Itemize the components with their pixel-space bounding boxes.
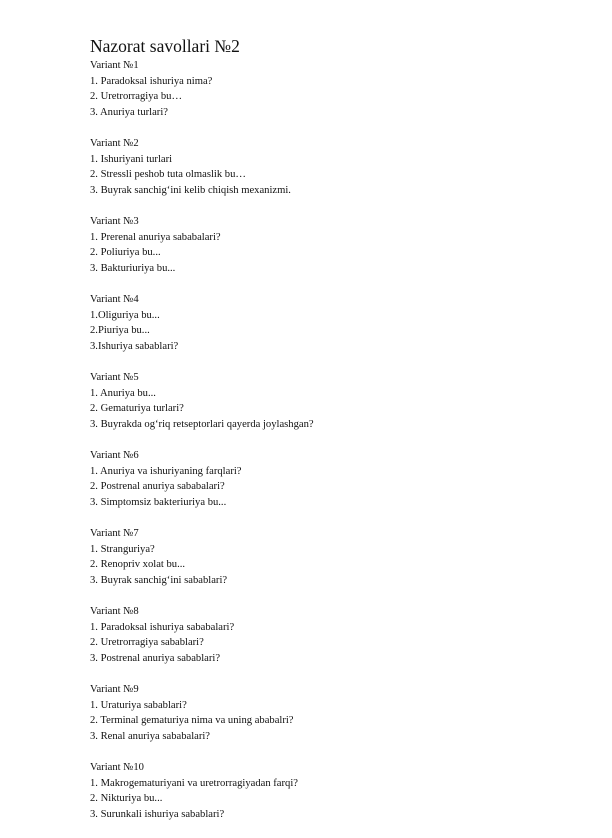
question-item: 3. Buyrakda og‘riq retseptorlari qayerda joylashgan? [90, 418, 314, 430]
question-item: 2. Uretrorragiya sabablari? [90, 637, 204, 648]
document-page [90, 35, 590, 838]
variant-title: Variant №1 [90, 60, 139, 71]
variant-block-10 [90, 760, 590, 822]
question-item: 1. Uraturiya sabablari? [90, 699, 187, 711]
question-item: 2. Nikturiya bu... [90, 793, 163, 804]
question-item: 3. Bakturiuriya bu... [90, 262, 176, 274]
variant-title: Variant №7 [90, 528, 139, 539]
question-item: 1. Paradoksal ishuriya sababalari? [90, 621, 235, 633]
variant-title: Variant №4 [90, 294, 139, 305]
document-title: Nazorat savollari №2 [90, 36, 240, 56]
variant-title: Variant №9 [90, 684, 139, 695]
variant-block-8 [90, 604, 590, 666]
variant-block-2 [90, 136, 590, 198]
question-item: 2. Gematuriya turlari? [90, 403, 184, 414]
variant-title: Variant №5 [90, 372, 139, 383]
variant-block-4 [90, 292, 590, 354]
question-item: 1. Ishuriyani turlari [90, 153, 173, 165]
question-item: 2. Postrenal anuriya sababalari? [90, 481, 225, 492]
variant-title: Variant №2 [90, 138, 139, 149]
question-item: 3. Simptomsiz bakteriuriya bu... [90, 496, 227, 508]
question-item: 3.Ishuriya sabablari? [90, 340, 179, 352]
question-item: 1. Prerenal anuriya sababalari? [90, 231, 221, 243]
question-item: 3. Buyrak sanchig‘ini kelib chiqish mexanizmi. [90, 184, 291, 196]
question-item: 3. Postrenal anuriya sabablari? [90, 652, 221, 664]
variant-block-7 [90, 526, 590, 588]
question-item: 2.Piuriya bu... [90, 325, 150, 336]
question-item: 1. Anuriya bu... [90, 387, 156, 399]
variant-block-5 [90, 370, 590, 432]
variant-block-6 [90, 448, 590, 510]
question-item: 3. Anuriya turlari? [90, 106, 168, 118]
question-item: 3. Buyrak sanchig‘ini sabablari? [90, 574, 228, 586]
question-item: 1. Anuriya va ishuriyaning farqlari? [90, 465, 242, 477]
variant-block-1 [90, 58, 590, 120]
question-item: 2. Poliuriya bu... [90, 247, 161, 258]
question-item: 3. Renal anuriya sababalari? [90, 730, 211, 742]
question-item: 1.Oliguriya bu... [90, 309, 160, 321]
variant-title: Variant №3 [90, 216, 139, 227]
question-item: 3. Surunkali ishuriya sabablari? [90, 808, 225, 820]
question-item: 1. Paradoksal ishuriya nima? [90, 75, 213, 87]
variant-title: Variant №8 [90, 606, 139, 617]
question-item: 2. Uretrorragiya bu… [90, 91, 183, 102]
variant-block-3 [90, 214, 590, 276]
question-item: 2. Renopriv xolat bu... [90, 559, 186, 570]
variant-title: Variant №10 [90, 762, 144, 773]
question-item: 2. Stressli peshob tuta olmaslik bu… [90, 169, 246, 180]
variant-title: Variant №6 [90, 450, 139, 461]
question-item: 2. Terminal gematuriya nima va uning ababalri? [90, 715, 294, 726]
variant-block-9 [90, 682, 590, 744]
question-item: 1. Stranguriya? [90, 543, 155, 555]
question-item: 1. Makrogematuriyani va uretrorragiyadan farqi? [90, 777, 298, 789]
